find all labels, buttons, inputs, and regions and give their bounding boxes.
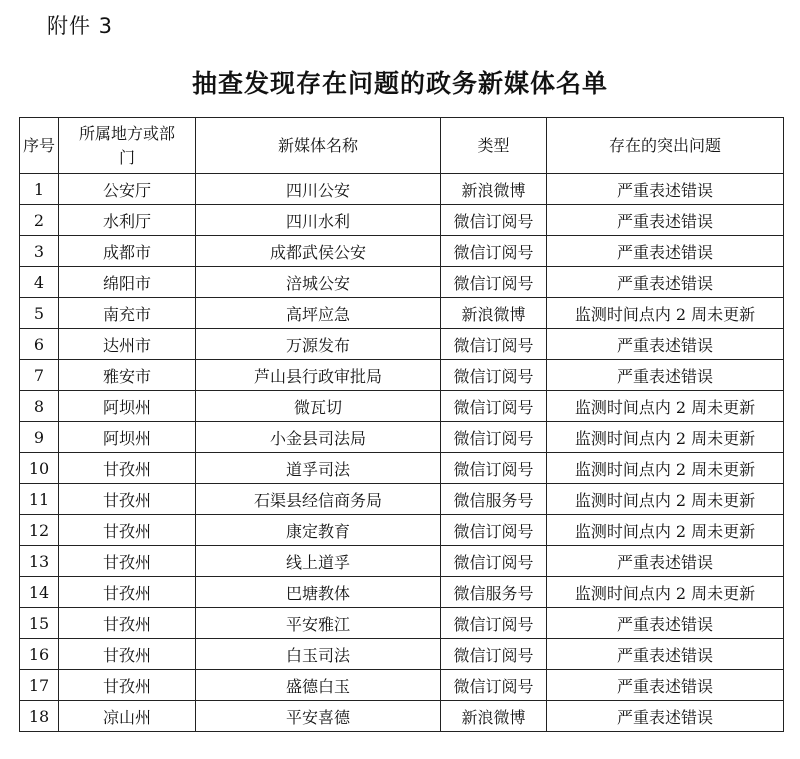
cell-type: 微信订阅号 [441,608,547,639]
table-row [20,515,784,546]
cell-issue: 严重表述错误 [547,608,784,639]
cell-region: 达州市 [59,329,196,360]
cell-index: 15 [20,608,59,639]
cell-region: 凉山州 [59,701,196,732]
table-row [20,174,784,205]
cell-issue: 严重表述错误 [547,670,784,701]
cell-type: 微信订阅号 [441,670,547,701]
cell-media-name: 涪城公安 [196,267,441,298]
table-row [20,422,784,453]
cell-index: 7 [20,360,59,391]
cell-index: 8 [20,391,59,422]
header-type: 类型 [441,118,547,174]
table-row [20,236,784,267]
cell-type: 新浪微博 [441,298,547,329]
table-header-row [20,118,784,174]
cell-issue: 严重表述错误 [547,639,784,670]
cell-type: 微信订阅号 [441,360,547,391]
cell-index: 9 [20,422,59,453]
cell-media-name: 石渠县经信商务局 [196,484,441,515]
cell-type: 新浪微博 [441,701,547,732]
cell-issue: 严重表述错误 [547,701,784,732]
header-region: 所属地方或部门 [59,118,196,174]
cell-region: 甘孜州 [59,453,196,484]
cell-index: 10 [20,453,59,484]
cell-media-name: 成都武侯公安 [196,236,441,267]
cell-region: 南充市 [59,298,196,329]
cell-index: 6 [20,329,59,360]
cell-region: 甘孜州 [59,515,196,546]
cell-issue: 严重表述错误 [547,329,784,360]
cell-type: 微信订阅号 [441,205,547,236]
cell-index: 3 [20,236,59,267]
cell-issue: 监测时间点内 2 周未更新 [547,515,784,546]
table-row [20,670,784,701]
cell-media-name: 线上道孚 [196,546,441,577]
cell-issue: 监测时间点内 2 周未更新 [547,577,784,608]
cell-issue: 监测时间点内 2 周未更新 [547,422,784,453]
cell-type: 微信订阅号 [441,639,547,670]
cell-type: 微信订阅号 [441,329,547,360]
cell-index: 14 [20,577,59,608]
cell-media-name: 白玉司法 [196,639,441,670]
document-title: 抽查发现存在问题的政务新媒体名单 [191,69,608,98]
cell-media-name: 平安雅江 [196,608,441,639]
cell-index: 4 [20,267,59,298]
table-row [20,546,784,577]
cell-type: 新浪微博 [441,174,547,205]
cell-region: 甘孜州 [59,670,196,701]
cell-issue: 监测时间点内 2 周未更新 [547,484,784,515]
cell-media-name: 平安喜德 [196,701,441,732]
cell-media-name: 芦山县行政审批局 [196,360,441,391]
cell-index: 2 [20,205,59,236]
cell-index: 16 [20,639,59,670]
cell-media-name: 微瓦切 [196,391,441,422]
table-row [20,484,784,515]
table-row [20,577,784,608]
table-row [20,391,784,422]
header-media-name: 新媒体名称 [196,118,441,174]
cell-type: 微信服务号 [441,484,547,515]
cell-index: 13 [20,546,59,577]
cell-media-name: 四川水利 [196,205,441,236]
cell-region: 绵阳市 [59,267,196,298]
cell-region: 甘孜州 [59,608,196,639]
cell-media-name: 万源发布 [196,329,441,360]
cell-index: 1 [20,174,59,205]
header-index: 序号 [20,118,59,174]
table-row [20,608,784,639]
cell-media-name: 四川公安 [196,174,441,205]
cell-type: 微信订阅号 [441,267,547,298]
cell-region: 雅安市 [59,360,196,391]
cell-type: 微信订阅号 [441,422,547,453]
cell-issue: 严重表述错误 [547,267,784,298]
cell-issue: 严重表述错误 [547,546,784,577]
cell-type: 微信订阅号 [441,546,547,577]
cell-issue: 严重表述错误 [547,360,784,391]
cell-type: 微信订阅号 [441,236,547,267]
cell-region: 公安厅 [59,174,196,205]
table-row [20,205,784,236]
cell-index: 11 [20,484,59,515]
cell-index: 12 [20,515,59,546]
cell-region: 阿坝州 [59,422,196,453]
cell-region: 甘孜州 [59,484,196,515]
table-row [20,360,784,391]
cell-region: 甘孜州 [59,546,196,577]
table-row [20,639,784,670]
cell-media-name: 道孚司法 [196,453,441,484]
cell-media-name: 小金县司法局 [196,422,441,453]
cell-media-name: 巴塘教体 [196,577,441,608]
cell-type: 微信订阅号 [441,391,547,422]
cell-index: 18 [20,701,59,732]
attachment-label: 附件 3 [47,14,114,38]
table-row [20,701,784,732]
cell-type: 微信服务号 [441,577,547,608]
cell-region: 成都市 [59,236,196,267]
table-body [20,174,784,732]
cell-index: 5 [20,298,59,329]
cell-issue: 严重表述错误 [547,174,784,205]
table-row [20,453,784,484]
cell-index: 17 [20,670,59,701]
cell-region: 甘孜州 [59,639,196,670]
table-row [20,298,784,329]
cell-issue: 严重表述错误 [547,236,784,267]
cell-region: 甘孜州 [59,577,196,608]
header-issue: 存在的突出问题 [547,118,784,174]
cell-type: 微信订阅号 [441,453,547,484]
table-row [20,267,784,298]
cell-region: 水利厅 [59,205,196,236]
cell-media-name: 康定教育 [196,515,441,546]
cell-issue: 监测时间点内 2 周未更新 [547,391,784,422]
cell-region: 阿坝州 [59,391,196,422]
cell-type: 微信订阅号 [441,515,547,546]
cell-issue: 监测时间点内 2 周未更新 [547,298,784,329]
cell-media-name: 高坪应急 [196,298,441,329]
cell-issue: 监测时间点内 2 周未更新 [547,453,784,484]
table-row [20,329,784,360]
cell-issue: 严重表述错误 [547,205,784,236]
media-list-table [19,117,784,732]
cell-media-name: 盛德白玉 [196,670,441,701]
